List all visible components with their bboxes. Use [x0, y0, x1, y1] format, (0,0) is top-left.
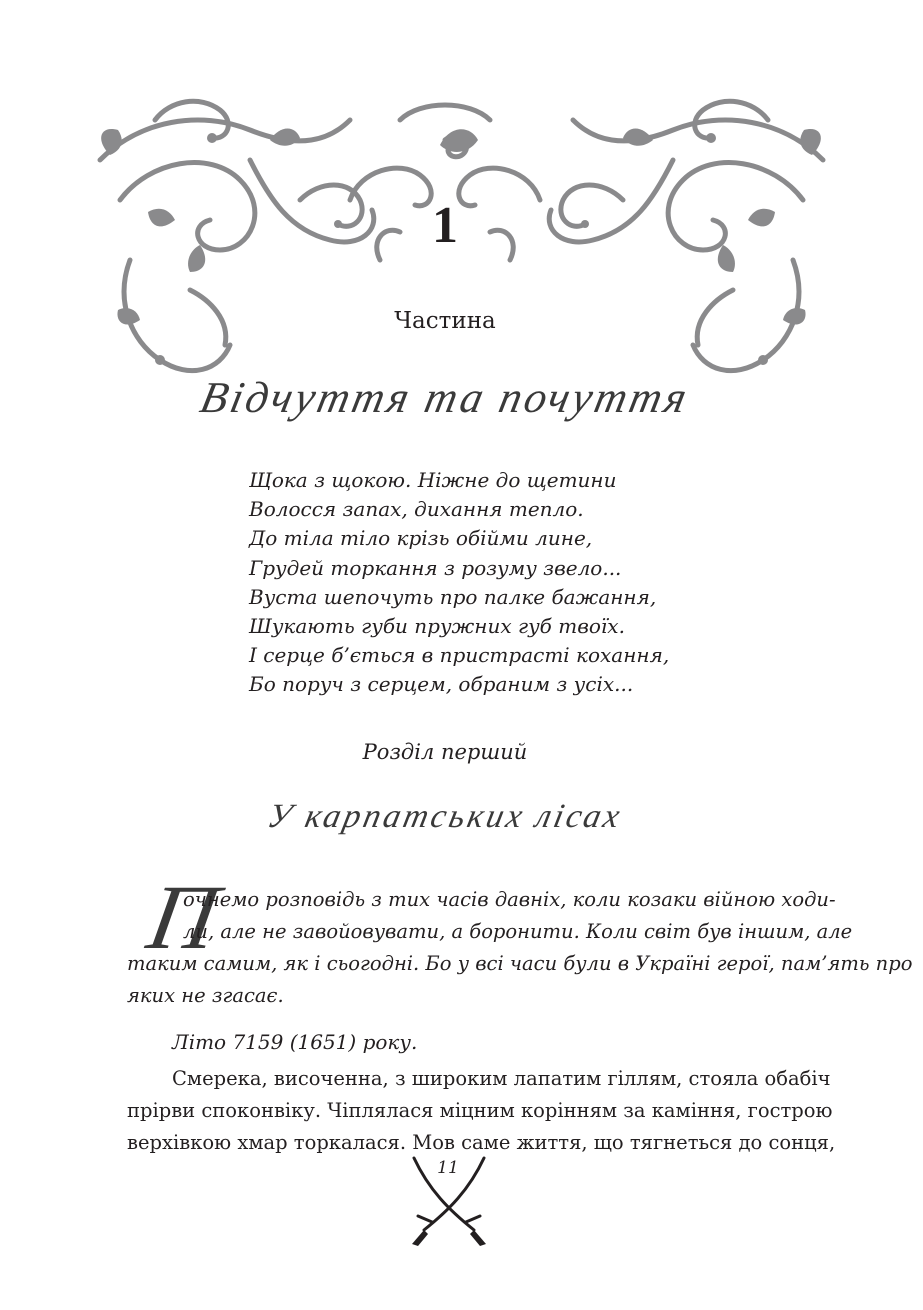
paragraph-line: прірви споконвіку. Чіплялася міцним корінням за каміння, гострою: [127, 1099, 833, 1122]
section-heading: Розділ перший: [362, 740, 528, 764]
paragraph-line: верхівкою хмар торкалася. Мов саме життя, що тягнеться до сонця,: [127, 1131, 836, 1154]
section-title: У карпатських лісах: [264, 798, 626, 835]
part-title: Відчуття та почуття: [195, 373, 695, 422]
poem-line: До тіла тіло крізь обійми лине,: [249, 526, 593, 551]
part-number: 1: [432, 197, 458, 254]
opening-paragraph: [127, 884, 913, 1012]
paragraph-line: очнемо розповідь з тих часів давніх, коли козаки війною ходи-: [183, 888, 836, 911]
poem-line: І серце б’ється в пристрасті кохання,: [249, 643, 670, 668]
paragraph-line: ли, але не завойовувати, а боронити. Коли світ був іншим, але: [183, 920, 853, 943]
poem-line: Волосся запах, дихання тепло.: [249, 497, 584, 522]
poem-line: Грудей торкання з розуму звело...: [249, 555, 622, 580]
date-line: Літо 7159 (1651) року.: [172, 1030, 418, 1054]
part-label: Частина: [394, 308, 496, 334]
paragraph-line: яких не згасає.: [127, 984, 284, 1007]
poem-line: Щока з щокою. Ніжне до щетини: [249, 468, 617, 492]
paragraph-line: Смерека, височенна, з широким лапатим гіллям, стояла обабіч: [172, 1067, 831, 1090]
poem-line: Бо поруч з серцем, обраним з усіх...: [249, 672, 634, 697]
page-number: 11: [437, 1158, 459, 1178]
poem-line: Вуста шепочуть про палке бажання,: [249, 584, 657, 609]
body-paragraph: [127, 1063, 836, 1159]
paragraph-line: таким самим, як і сьогодні. Бо у всі часи були в Україні герої, пам’ять про: [127, 952, 913, 975]
poem-line: Шукають губи пружних губ твоїх.: [249, 613, 625, 638]
drop-cap: П: [141, 866, 226, 968]
epigraph-poem: [249, 466, 809, 700]
